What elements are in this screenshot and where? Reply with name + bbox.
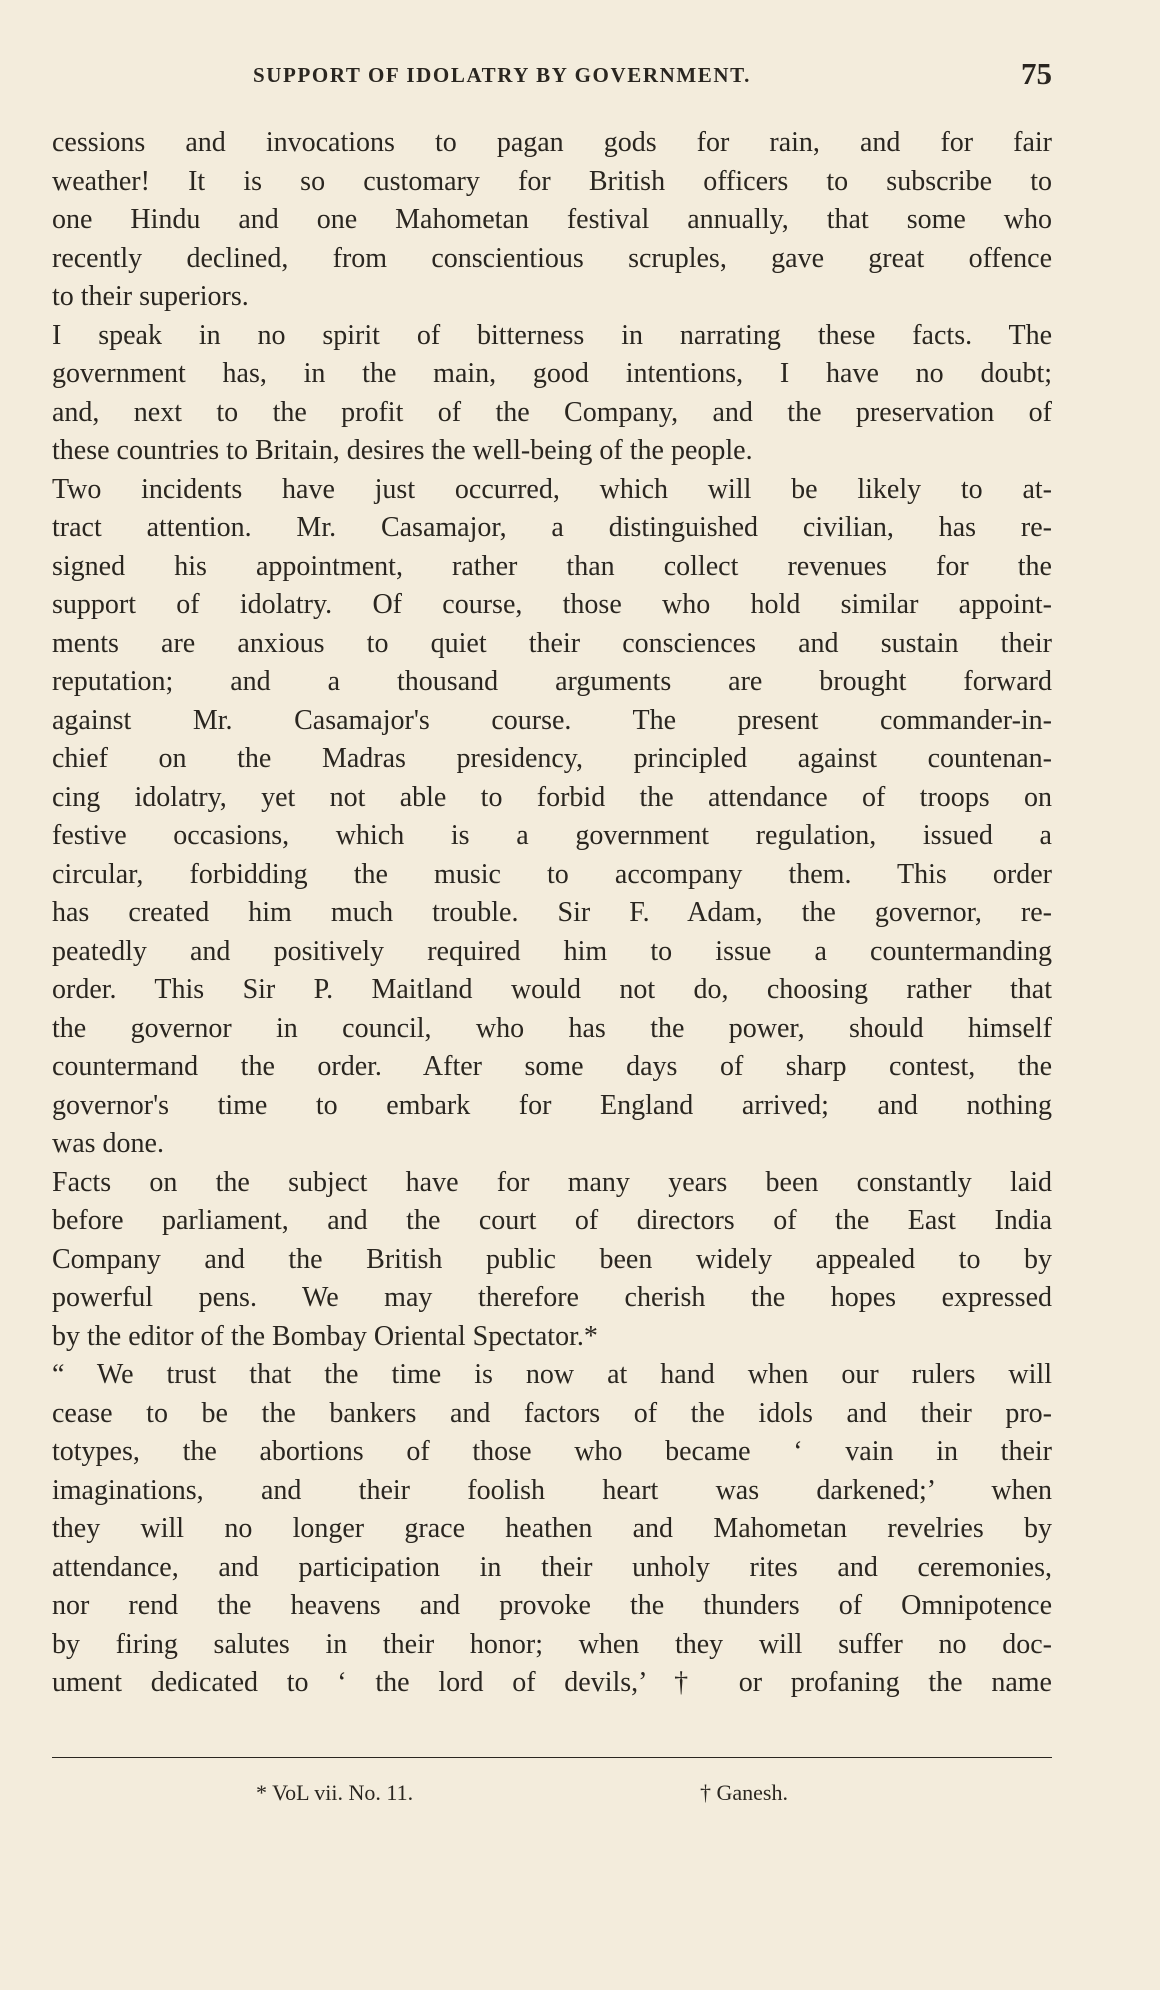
text-line: cease to be the bankers and factors of the idols and their pro- [52, 1397, 1052, 1429]
footnotes [52, 1780, 1052, 1816]
text-line: totypes, the abortions of those who became ‘ vain in their [52, 1436, 1052, 1467]
text-line: countermand the order. After some days of sharp contest, the [52, 1051, 1052, 1082]
text-line: these countries to Britain, desires the well-being of the people. [52, 435, 753, 466]
text-line: ments are anxious to quiet their consciences and sustain their [52, 627, 1052, 659]
text-line: chief on the Madras presidency, principled against countenan- [52, 743, 1052, 774]
text-line: recently declined, from conscientious scruples, gave great offence [52, 242, 1052, 274]
text-line: I speak in no spirit of bitterness in narrating these facts. The [52, 319, 1052, 351]
text-line: signed his appointment, rather than collect revenues for the [52, 550, 1052, 582]
body-text [52, 124, 1052, 1703]
text-line: tract attention. Mr. Casamajor, a distinguished civilian, has re- [52, 512, 1052, 543]
footnote-reference-1: * VoL vii. No. 11. [256, 1780, 414, 1805]
text-line: Facts on the subject have for many years been constantly laid [52, 1166, 1052, 1198]
text-line: reputation; and a thousand arguments are brought forward [52, 666, 1052, 697]
text-line: nor rend the heavens and provoke the thunders of Omnipotence [52, 1590, 1052, 1621]
text-line: government has, in the main, good intentions, I have no doubt; [52, 358, 1052, 389]
text-line: governor's time to embark for England arrived; and nothing [52, 1089, 1052, 1121]
text-line: one Hindu and one Mahometan festival annually, that some who [52, 204, 1052, 235]
text-line: by firing salutes in their honor; when they will suffer no doc- [52, 1628, 1052, 1660]
text-line: cing idolatry, yet not able to forbid the attendance of troops on [52, 781, 1052, 813]
text-line: cessions and invocations to pagan gods for rain, and for fair [52, 127, 1052, 158]
text-line: Two incidents have just occurred, which will be likely to at- [52, 473, 1052, 505]
text-line: before parliament, and the court of directors of the East India [52, 1205, 1052, 1236]
running-title: SUPPORT OF IDOLATRY BY GOVERNMENT. [253, 63, 752, 87]
text-line: by the editor of the Bombay Oriental Spectator.* [52, 1320, 598, 1352]
footnote-reference-2: † Ganesh. [700, 1780, 788, 1805]
text-line: ument dedicated to ‘ the lord of devils,’ † or profaning the name [52, 1667, 1052, 1698]
text-line: Company and the British public been widely appealed to by [52, 1243, 1052, 1275]
running-head [52, 56, 1052, 96]
text-line: imaginations, and their foolish heart was darkened;’ when [52, 1474, 1052, 1506]
text-line: order. This Sir P. Maitland would not do, choosing rather that [52, 974, 1052, 1005]
text-line: “ We trust that the time is now at hand when our rulers will [52, 1359, 1052, 1390]
text-line: attendance, and participation in their unholy rites and ceremonies, [52, 1551, 1052, 1583]
text-line: has created him much trouble. Sir F. Adam, the governor, re- [52, 897, 1052, 928]
text-line: festive occasions, which is a government regulation, issued a [52, 820, 1052, 851]
footnote-divider [52, 1757, 1052, 1758]
text-line: and, next to the profit of the Company, and the preservation of [52, 396, 1052, 428]
text-line: against Mr. Casamajor's course. The present commander-in- [52, 704, 1052, 736]
text-line: was done. [52, 1128, 164, 1159]
text-line: the governor in council, who has the power, should himself [52, 1012, 1052, 1044]
text-line: they will no longer grace heathen and Mahometan revelries by [52, 1513, 1052, 1544]
page-number: 75 [1021, 56, 1052, 91]
text-line: powerful pens. We may therefore cherish the hopes expressed [52, 1282, 1052, 1313]
text-line: circular, forbidding the music to accompany them. This order [52, 858, 1052, 890]
text-line: to their superiors. [52, 281, 249, 312]
text-line: support of idolatry. Of course, those who hold similar appoint- [52, 589, 1052, 620]
text-line: peatedly and positively required him to issue a countermanding [52, 935, 1052, 967]
text-line: weather! It is so customary for British officers to subscribe to [52, 165, 1052, 197]
